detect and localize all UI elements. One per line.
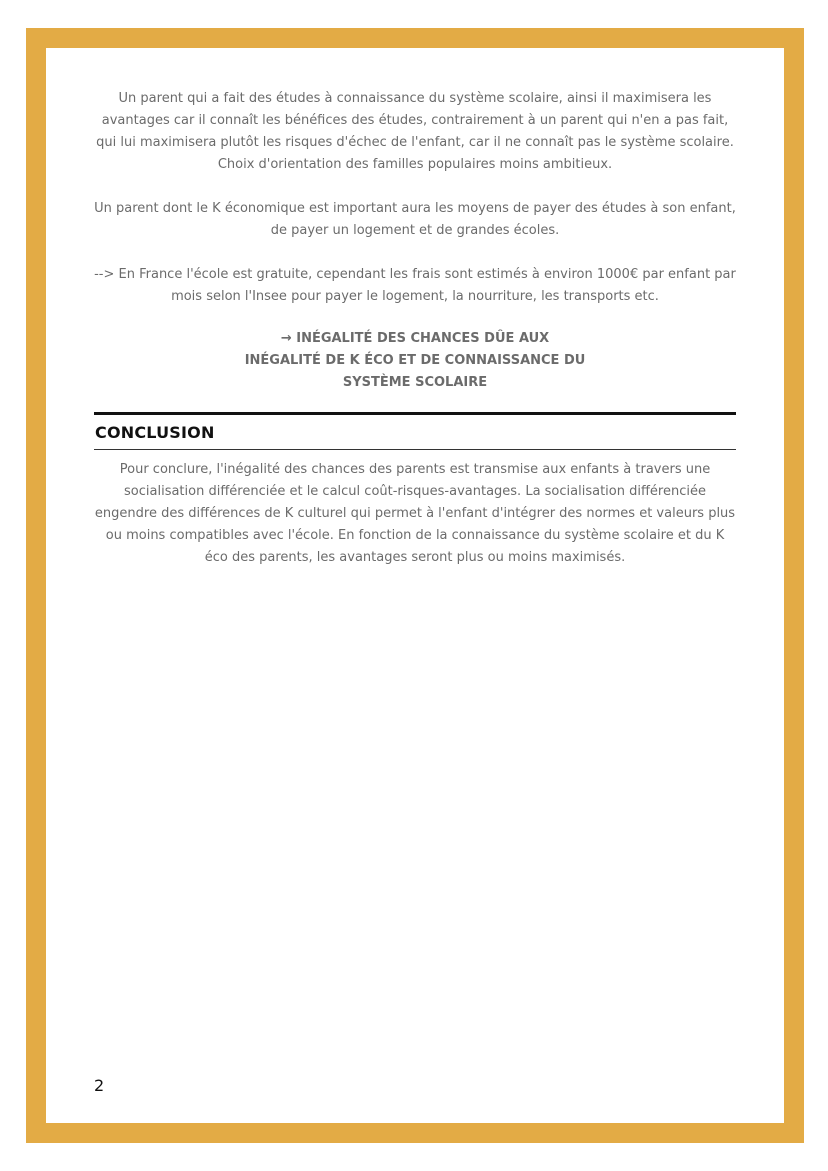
page-number: 2 (94, 1076, 105, 1095)
conclusion-heading: CONCLUSION (95, 423, 215, 442)
paragraph-school-costs: --> En France l'école est gratuite, cependant les frais sont estimés à environ 1000€ par enfant par mois selon l'Insee pour payer le logement, la nourriture, les transports etc. (94, 267, 736, 304)
page-content (94, 88, 736, 569)
section-divider-thick (94, 412, 736, 415)
key-takeaway (94, 328, 736, 394)
paragraph-economic-capital: Un parent dont le K économique est important aura les moyens de payer des études à son enfant, de payer un logement et de grandes écoles. (94, 201, 736, 238)
key-takeaway-line-3: SYSTÈME SCOLAIRE (342, 375, 488, 390)
conclusion-paragraph: Pour conclure, l'inégalité des chances des parents est transmise aux enfants à travers une socialisation différenciée et le calcul coût-risques-avantages. La socialisation différenciée engendre des différences de K culturel qui permet à l'enfant d'intégrer des normes et valeurs plus ou moins compatibles avec l'école. En fonction de la connaissance du système scolaire et du K éco des parents, les avantages seront plus ou moins maximisés. (94, 462, 736, 565)
section-divider-thin (94, 449, 736, 450)
key-takeaway-line-1: → INÉGALITÉ DES CHANCES DÛE AUX (280, 331, 550, 346)
paragraph-parent-studies: Un parent qui a fait des études à connaissance du système scolaire, ainsi il maximisera les avantages car il connaît les bénéfices des études, contrairement à un parent qui n'en a pas fait, qui lui maximisera plutôt les risques d'échec de l'enfant, car il ne connaît pas le système scolaire. Choix d'orientation des familles populaires moins ambitieux. (96, 91, 734, 172)
key-takeaway-line-2: INÉGALITÉ DE K ÉCO ET DE CONNAISSANCE DU (244, 353, 586, 368)
